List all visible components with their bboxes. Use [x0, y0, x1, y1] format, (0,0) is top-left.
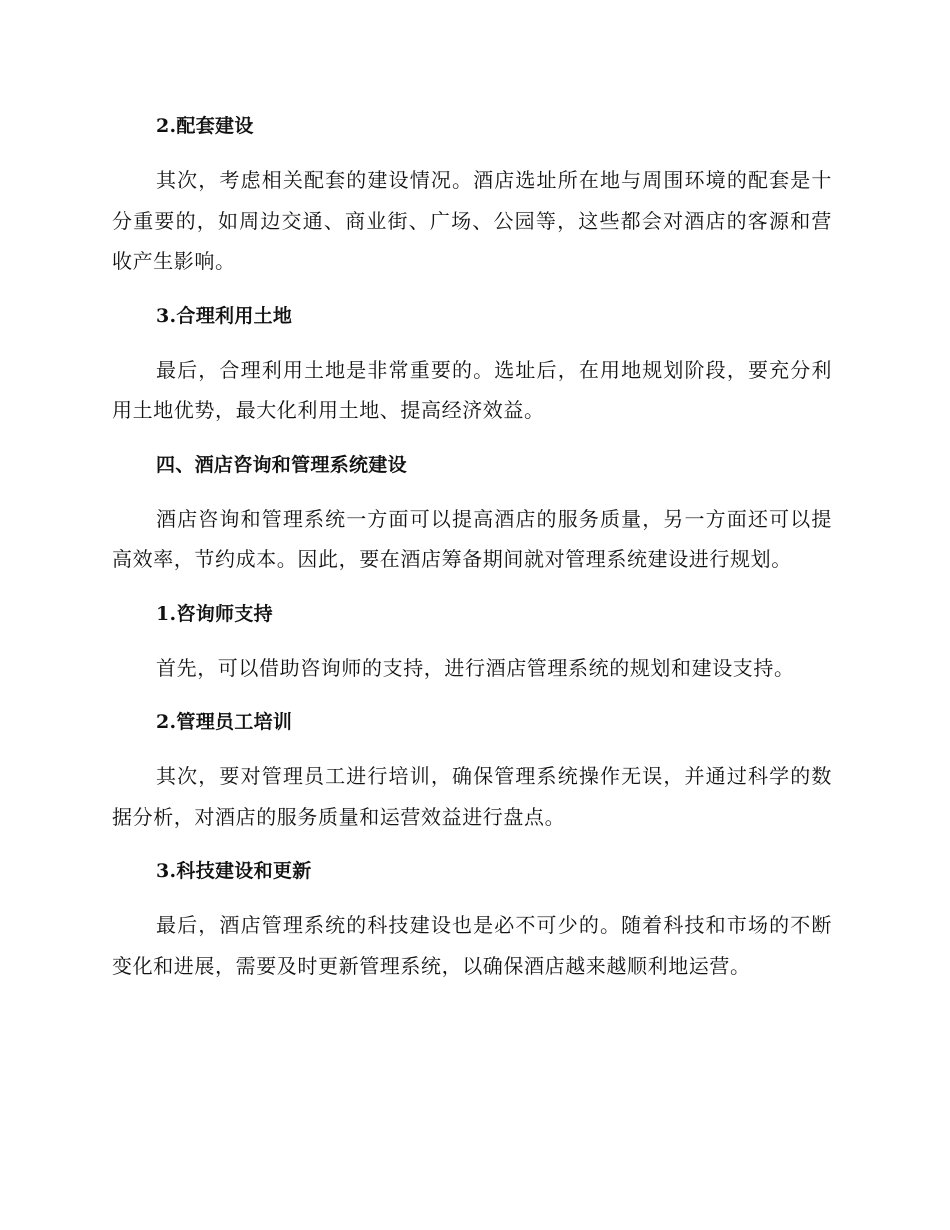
section-heading-tech-update: 3.科技建设和更新	[156, 860, 312, 882]
section-heading-staff-training: 2.管理员工培训	[156, 711, 293, 733]
section-paragraph-peitao: 其次，考虑相关配套的建设情况。酒店选址所在地与周围环境的配套是十分重要的，如周边交通、商业街、广场、公园等，这些都会对酒店的客源和营收产生影响。	[112, 168, 832, 273]
section-paragraph-management-system: 酒店咨询和管理系统一方面可以提高酒店的服务质量，另一方面还可以提高效率，节约成本。因此，要在酒店筹备期间就对管理系统建设进行规划。	[112, 506, 832, 571]
section-heading-consultant: 1.咨询师支持	[156, 602, 273, 625]
section-paragraph-land-use: 最后，合理利用土地是非常重要的。选址后，在用地规划阶段，要充分利用土地优势，最大化利用土地、提高经济效益。	[112, 357, 832, 422]
section-heading-management-system: 四、酒店咨询和管理系统建设	[156, 453, 407, 476]
section-paragraph-consultant: 首先，可以借助咨询师的支持，进行酒店管理系统的规划和建设支持。	[156, 655, 795, 680]
section-paragraph-staff-training: 其次，要对管理员工进行培训，确保管理系统操作无误，并通过科学的数据分析，对酒店的服务质量和运营效益进行盘点。	[112, 764, 832, 829]
section-heading-peitao: 2.配套建设	[156, 115, 254, 137]
section-heading-land-use: 3.合理利用土地	[156, 304, 293, 327]
document-body	[112, 106, 832, 986]
section-paragraph-tech-update: 最后，酒店管理系统的科技建设也是必不可少的。随着科技和市场的不断变化和进展，需要及时更新管理系统，以确保酒店越来越顺利地运营。	[112, 913, 832, 978]
